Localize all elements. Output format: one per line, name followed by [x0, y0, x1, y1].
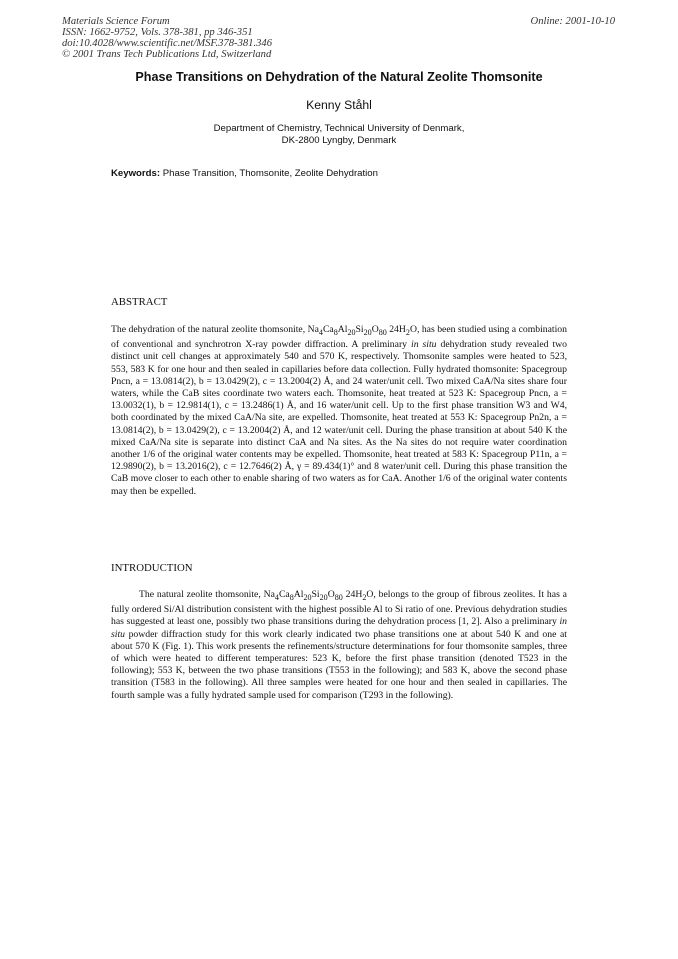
- affiliation: [0, 123, 678, 147]
- affiliation-line-2: DK-2800 Lyngby, Denmark: [281, 135, 397, 146]
- introduction-heading: INTRODUCTION: [111, 562, 193, 574]
- paper-title: Phase Transitions on Dehydration of the Natural Zeolite Thomsonite: [135, 70, 543, 84]
- online-date: Online: 2001-10-10: [530, 16, 615, 27]
- keywords: [111, 168, 378, 179]
- keywords-label: Keywords:: [111, 168, 161, 179]
- journal-copyright: © 2001 Trans Tech Publications Ltd, Switzerland: [62, 49, 272, 60]
- introduction-text: The natural zeolite thomsonite, $Na_4Ca_8Al_{20}Si_{20}O_{80}$ $24H_2O$, belongs to the group of fibrous zeolites. It has a fully ordered Si/Al distribution consistent with the highest possible Al to Si ratio of one. Previous dehydration studies has suggested at least one, possibly two phase transitions during the dehydration process [1, 2]. Also a preliminary in situ powder diffraction study for this work clearly indicated two phase transitions one at about 540 K and one at about 570 K (Fig. 1). This work presents the refinements/structure determinations for four thomsonite samples, three of which were heated to different temperatures: 523 K, before the first phase transition (denoted T523 in the following); 553 K, between the two phase transitions (T553 in the following); and 583 K, above the second phase transition (T583 in the following). All three samples were heated for one hour and then sealed in capillaries. The fourth sample was a fully hydrated sample used for comparison (T293 in the following).: [111, 589, 567, 701]
- chemical-formula: $Na_4Ca_8Al_{20}Si_{20}O_{80}$ $24H_2O$: [307, 324, 417, 337]
- abstract-text: The dehydration of the natural zeolite thomsonite, $Na_4Ca_8Al_{20}Si_{20}O_{80}$ $24H_2O$, has been studied using a combination of conventional and synchrotron X-ray powder diffraction. A preliminary in situ dehydration study revealed two distinct unit cell changes at approximately 540 and 570 K, respectively. Thomsonite samples were heated to 523, 553, 583 K for one hour and then sealed in capillaries before data collection. Fully hydrated thomsonite: Spacegroup Pncn, a = 13.0814(2), b = 13.0429(2), c = 13.2004(2) Å, and 24 water/unit cell. Two mixed CaA/Na sites share four waters, while the CaB sites coordinate two waters each. Thomsonite, heat treated at 523 K: Spacegroup Pncn, a = 13.0032(1), b = 12.9814(1), c = 13.2486(1) Å, and 16 water/unit cell. Up to the first phase transition W3 and W4, both coordinated by the mixed CaA/Na site, are expelled. Thomsonite, heat treated at 553 K: Spacegroup Pn2n, a = 13.0814(2), b = 13.0429(2), c = 13.2004(2) Å, and 12 water/unit cell. During the phase transition at about 540 K the mixed CaA/Na site is separate into distinct CaA and Na sites. As the Na sites do not require water coordination another 1/6 of the original water contents may be expelled. Thomsonite, heat treated at 583 K: Spacegroup P11n, a = 12.9890(2), b = 13.2016(2), c = 12.7646(2) Å, γ = 89.434(1)° and 8 water/unit cell. During this phase transition the CaB move closer to each other to enable sharing of two waters as for CaA. Another 1/6 of the original water contents may then be expelled.: [111, 324, 567, 497]
- affiliation-line-1: Department of Chemistry, Technical University of Denmark,: [213, 123, 465, 134]
- keywords-text: Phase Transition, Thomsonite, Zeolite Dehydration: [160, 168, 378, 179]
- journal-name: Materials Science Forum: [62, 16, 170, 27]
- journal-doi: doi:10.4028/www.scientific.net/MSF.378-381.346: [62, 38, 272, 49]
- author-name: Kenny Ståhl: [306, 98, 372, 112]
- chemical-formula: $Na_4Ca_8Al_{20}Si_{20}O_{80}$ $24H_2O$: [263, 589, 374, 602]
- journal-issn: ISSN: 1662-9752, Vols. 378-381, pp 346-351: [62, 27, 253, 38]
- journal-info: [62, 16, 272, 60]
- abstract-heading: ABSTRACT: [111, 296, 168, 308]
